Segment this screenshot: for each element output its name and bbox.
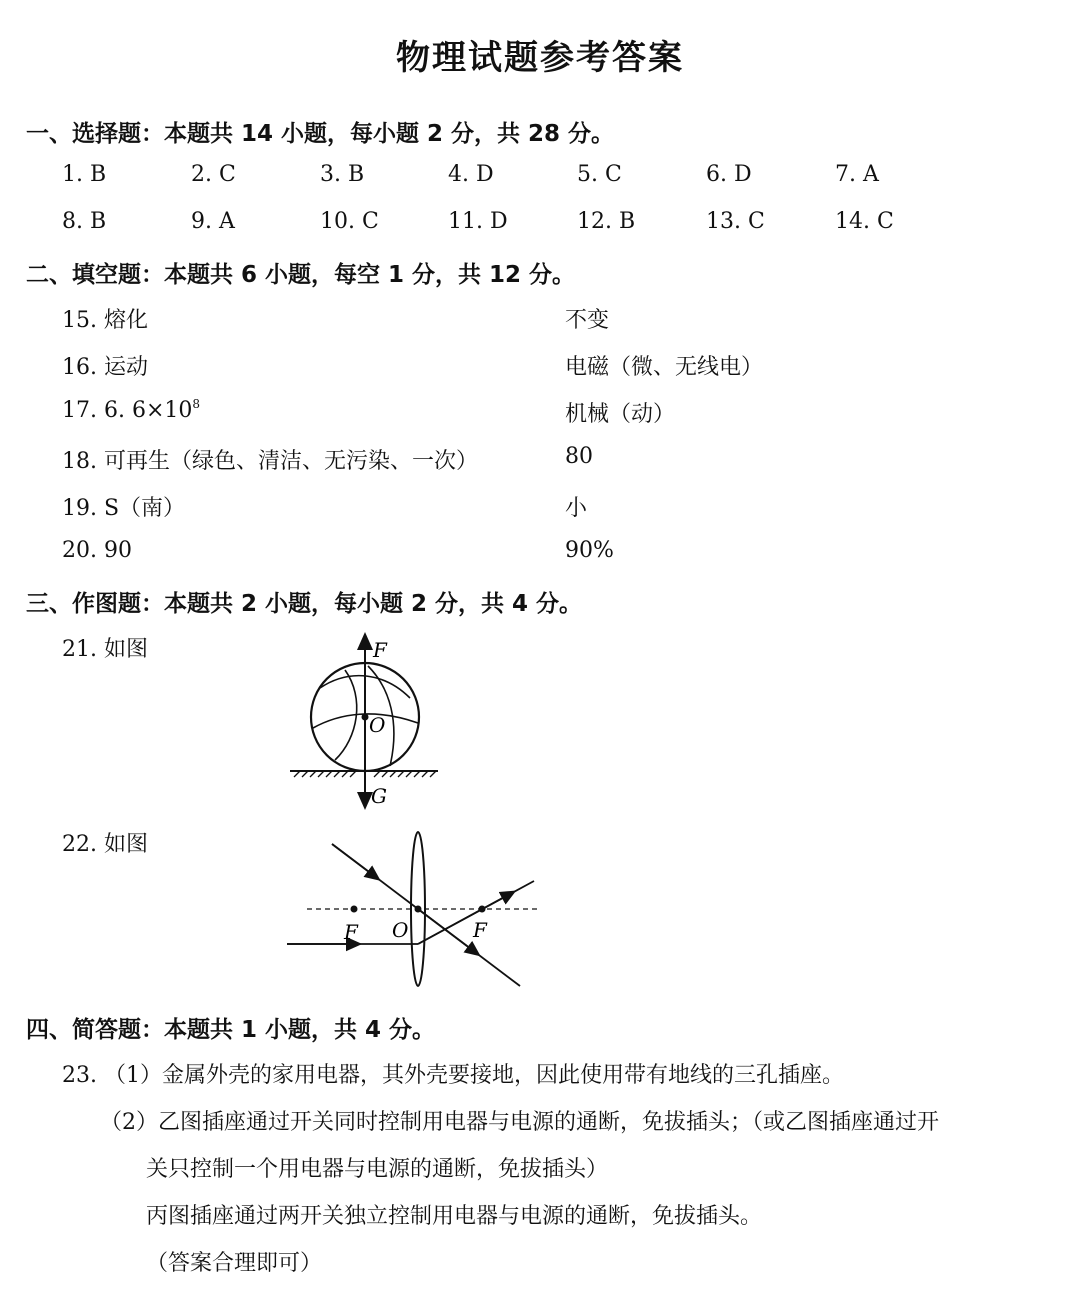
force-up-label: F (373, 638, 387, 662)
section-choice-heading: 一、选择题：本题共 14 小题，每小题 2 分，共 28 分。 (26, 121, 615, 147)
fill-answer-19: 19. S（南） (62, 496, 186, 521)
fill-answer-19-b: 小 (565, 496, 588, 521)
fill-answer-16-b: 电磁（微、无线电） (565, 355, 764, 380)
q23-part2-line2: 关只控制一个用电器与电源的通断，免拔插头） (146, 1157, 609, 1182)
optical-center-point (415, 906, 422, 913)
q23-part2-line1: （2）乙图插座通过开关同时控制用电器与电源的通断，免拔插头；（或乙图插座通过开 (100, 1110, 939, 1135)
q22-label: 22. 如图 (62, 832, 148, 857)
figure-22-lens-rays (280, 826, 550, 991)
section-drawing-heading: 三、作图题：本题共 2 小题，每小题 2 分，共 4 分。 (26, 591, 583, 617)
choice-answer: 1. B (62, 162, 107, 187)
choice-answer: 8. B (62, 209, 107, 234)
q23-part2-line3: 丙图插座通过两开关独立控制用电器与电源的通断，免拔插头。 (146, 1204, 763, 1229)
choice-answer: 9. A (191, 209, 235, 234)
choice-answer: 5. C (577, 162, 622, 187)
focus-right-point (479, 906, 486, 913)
section-short-answer-heading: 四、简答题：本题共 1 小题，共 4 分。 (26, 1017, 436, 1043)
focus-right-label: F (473, 918, 487, 942)
center-point (362, 714, 369, 721)
choice-answer: 7. A (835, 162, 879, 187)
choice-answer: 2. C (191, 162, 236, 187)
fill-answer-15-b: 不变 (565, 308, 610, 333)
page-title: 物理试题参考答案 (396, 38, 684, 78)
section-fill-heading: 二、填空题：本题共 6 小题，每空 1 分，共 12 分。 (26, 262, 576, 288)
fill-answer-17 (62, 397, 200, 423)
q21-label: 21. 如图 (62, 637, 148, 662)
choice-answer: 3. B (320, 162, 365, 187)
choice-answer: 11. D (448, 209, 508, 234)
optical-center-label: O (392, 918, 409, 942)
fill-answer-17-b: 机械（动） (565, 402, 676, 427)
center-label: O (369, 713, 386, 737)
fill-answer-17-base: 17. 6. 6×10 (62, 398, 193, 423)
q23-note: （答案合理即可） (146, 1251, 323, 1276)
focus-left-label: F (344, 920, 358, 944)
choice-answer: 4. D (448, 162, 494, 187)
choice-answer: 14. C (835, 209, 894, 234)
fill-answer-18: 18. 可再生（绿色、清洁、无污染、一次） (62, 449, 478, 474)
choice-answer: 12. B (577, 209, 636, 234)
figure-21-ball-forces (280, 628, 460, 813)
q23-part1: 23. （1）金属外壳的家用电器，其外壳要接地，因此使用带有地线的三孔插座。 (62, 1063, 844, 1088)
force-down-label: G (371, 784, 387, 808)
choice-answer: 6. D (706, 162, 752, 187)
fill-answer-18-b: 80 (565, 444, 593, 469)
choice-answer: 10. C (320, 209, 379, 234)
fill-answer-20-b: 90% (565, 538, 614, 563)
fill-answer-17-exponent: 8 (192, 397, 201, 411)
fill-answer-20: 20. 90 (62, 538, 132, 563)
choice-answer: 13. C (706, 209, 765, 234)
focus-left-point (351, 906, 358, 913)
fill-answer-16: 16. 运动 (62, 355, 148, 380)
fill-answer-15: 15. 熔化 (62, 308, 148, 333)
